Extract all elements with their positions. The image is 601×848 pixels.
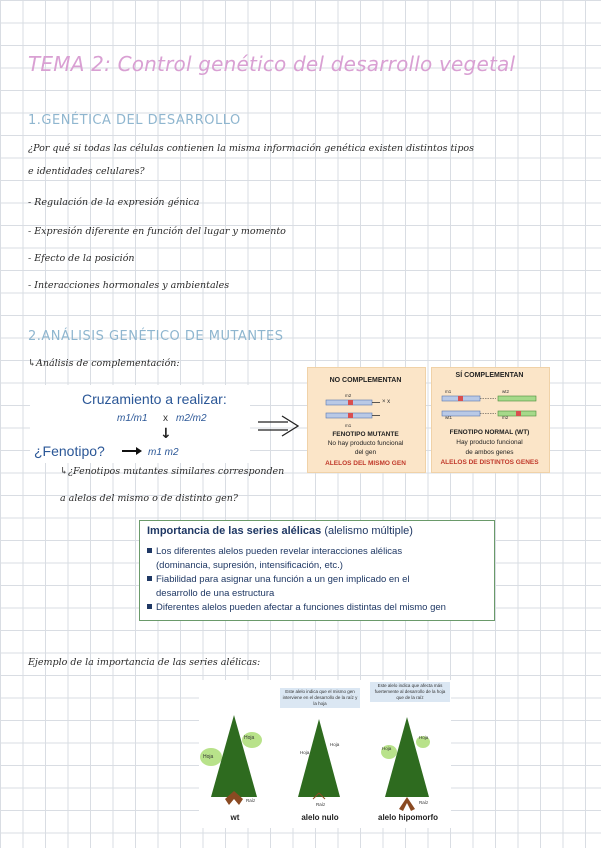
leaf-label-6: Hoja: [382, 746, 392, 751]
complement-result: ALELOS DE DISTINTOS GENES: [440, 459, 539, 466]
gene-label-br: m2: [502, 415, 509, 420]
complement-header: SÍ COMPLEMENTAN: [455, 372, 524, 379]
allelic-bullet-cont: desarrollo de una estructura: [156, 588, 275, 599]
allelic-bullet: Los diferentes alelos pueden revelar interacciones alélicas: [147, 546, 402, 557]
chromosome-diagram: [440, 394, 545, 422]
cross-parent2: m2/m2: [176, 413, 207, 424]
question-line1: ¿Por qué si todas las células contienen la misma información genética existen distintos tipos: [28, 143, 475, 154]
gene-label-bottom: m1: [345, 423, 352, 428]
list-item: - Interacciones hormonales y ambientales: [28, 280, 230, 291]
gene-label-top: m2: [345, 393, 352, 398]
drawn-arrow-icon: [256, 414, 302, 440]
leaf-label-3: Hoja: [330, 742, 340, 747]
phenotype-mutant-desc2: del gen: [354, 449, 377, 456]
root-label-3: Raíz: [419, 800, 429, 805]
root-label-1: Raíz: [246, 798, 256, 803]
no-complement-result: ALELOS DEL MISMO GEN: [325, 460, 406, 467]
phenotype-normal: FENOTIPO NORMAL (WT): [449, 429, 530, 436]
tree-note-2: Este alelo indica que afecta más fuertemente al desarrollo de la hoja que de la raíz: [370, 682, 450, 702]
list-item: - Efecto de la posición: [28, 253, 135, 264]
no-product-mark: × x: [382, 399, 391, 405]
leaf-label-4: Hoja: [300, 750, 310, 755]
section2-heading: 2.ANÁLISIS GENÉTICO DE MUTANTES: [28, 329, 284, 344]
allelic-heading: Importancia de las series alélicas (alelismo múltiple): [147, 525, 413, 537]
gene-label-tl: m1: [445, 389, 452, 394]
trees-drawing: [199, 705, 451, 815]
cross-title: Cruzamiento a realizar:: [82, 391, 227, 407]
gene-label-tr: wt2: [502, 389, 510, 394]
tree-label-hypomorph: alelo hipomorfo: [378, 813, 438, 822]
cross-arrow-down: ↓: [160, 426, 172, 442]
allelic-bullet: Diferentes alelos pueden afectar a funciones distintas del mismo gen: [147, 602, 446, 613]
example-line: Ejemplo de la importancia de las series alélicas:: [28, 657, 261, 668]
page-title: TEMA 2: Control genético del desarrollo vegetal: [28, 52, 516, 76]
leaf-label-2: Hoja: [203, 754, 214, 760]
list-item: - Expresión diferente en función del lugar y momento: [28, 226, 286, 237]
no-complement-header: NO COMPLEMENTAN: [329, 377, 402, 384]
leaf-label-1: Hoja: [244, 735, 255, 741]
allelic-bullet-cont: (dominancia, supresión, intensificación, etc.): [156, 560, 343, 571]
note-line1: ↳¿Fenotipos mutantes similares corresponden: [60, 466, 285, 477]
tree-label-null: alelo nulo: [301, 813, 339, 822]
cross-result: m1 m2: [148, 447, 179, 458]
tree-label-wt: wt: [230, 813, 240, 822]
cross-times: x: [163, 413, 168, 424]
phenotype-mutant-desc: No hay producto funcional: [327, 440, 404, 447]
cross-parent1: m1/m1: [117, 413, 148, 424]
section1-heading: 1.GENÉTICA DEL DESARROLLO: [28, 113, 241, 128]
phenotype-normal-desc2: de ambos genes: [465, 449, 514, 456]
gene-label-bl: wt1: [445, 415, 453, 420]
list-item: - Regulación de la expresión génica: [28, 197, 200, 208]
question-line2: e identidades celulares?: [28, 166, 145, 177]
allelic-bullet: Fiabilidad para asignar una función a un gen implicado en el: [147, 574, 410, 585]
leaf-label-5: Hoja: [419, 735, 429, 740]
complementation-subheading: ↳Análisis de complementación:: [28, 358, 180, 369]
tree-note-1: Este alelo indica que el mismo gen interviene en el desarrollo de la raíz y la hoja: [280, 688, 360, 708]
right-arrow-icon: [121, 446, 143, 456]
note-line2: a alelos del mismo o de distinto gen?: [60, 493, 238, 504]
phenotype-mutant: FENOTIPO MUTANTE: [332, 431, 399, 438]
phenotype-normal-desc: Hay producto funcional: [456, 439, 523, 446]
phenotype-question: ¿Fenotipo?: [34, 443, 105, 459]
root-label-2: Raíz: [316, 802, 326, 807]
